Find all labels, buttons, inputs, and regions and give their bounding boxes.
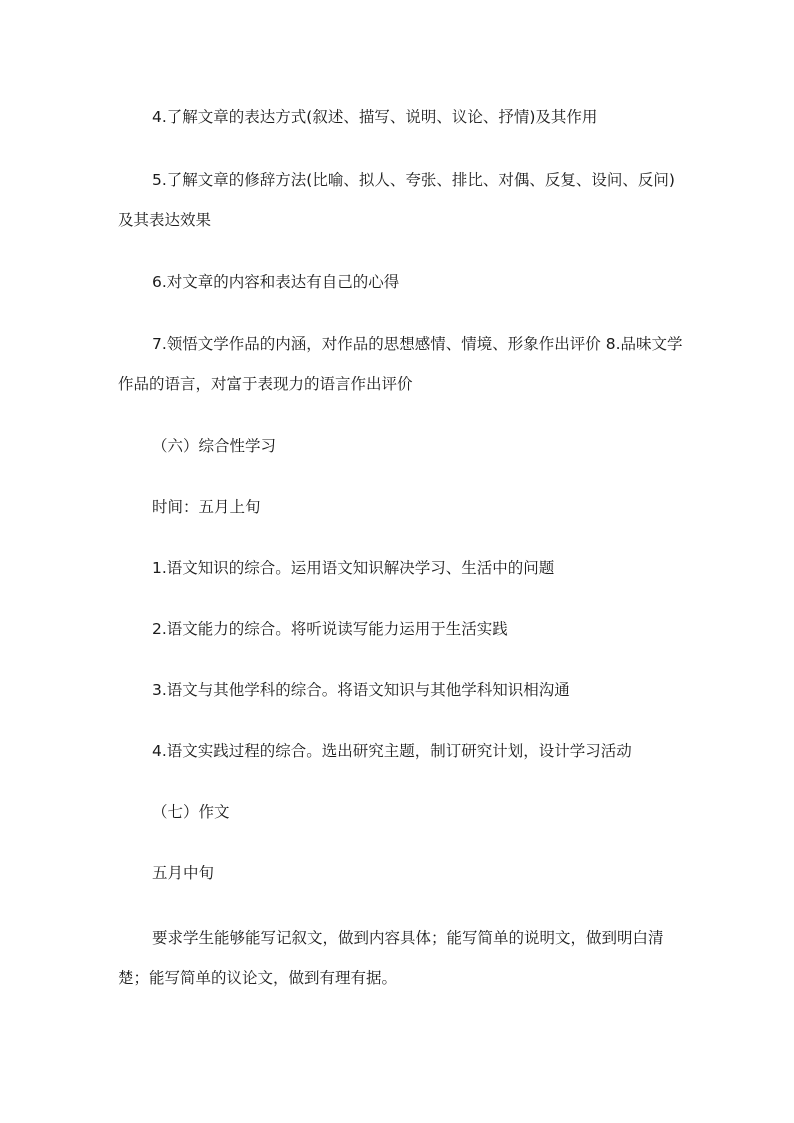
section-heading-comprehensive-learning: （六）综合性学习 (152, 437, 277, 455)
paragraph-own-insight: 6.对文章的内容和表达有自己的心得 (152, 273, 400, 291)
paragraph-time-early-may: 时间：五月上旬 (152, 498, 261, 516)
paragraph-writing-requirements: 要求学生能够能写记叙文，做到内容具体；能写简单的说明文，做到明白清楚；能写简单的议论文，做到有理有据。 (118, 929, 664, 987)
paragraph-subject-integration: 3.语文与其他学科的综合。将语文知识与其他学科知识相沟通 (152, 681, 570, 699)
paragraph-ability-integration: 2.语文能力的综合。将听说读写能力运用于生活实践 (152, 620, 508, 638)
paragraph-literary-appreciation: 7.领悟文学作品的内涵，对作品的思想感情、情境、形象作出评价 8.品味文学作品的语言，对富于表现力的语言作出评价 (118, 335, 683, 393)
paragraph-practice-integration: 4.语文实践过程的综合。选出研究主题，制订研究计划，设计学习活动 (152, 742, 632, 760)
paragraph-rhetoric-methods: 5.了解文章的修辞方法(比喻、拟人、夸张、排比、对偶、反复、设问、反问)及其表达效果 (118, 171, 675, 229)
section-heading-composition: （七）作文 (152, 803, 230, 821)
paragraph-expression-methods: 4.了解文章的表达方式(叙述、描写、说明、议论、抒情)及其作用 (152, 108, 598, 126)
paragraph-knowledge-integration: 1.语文知识的综合。运用语文知识解决学习、生活中的问题 (152, 559, 555, 577)
paragraph-time-mid-may: 五月中旬 (152, 864, 215, 882)
